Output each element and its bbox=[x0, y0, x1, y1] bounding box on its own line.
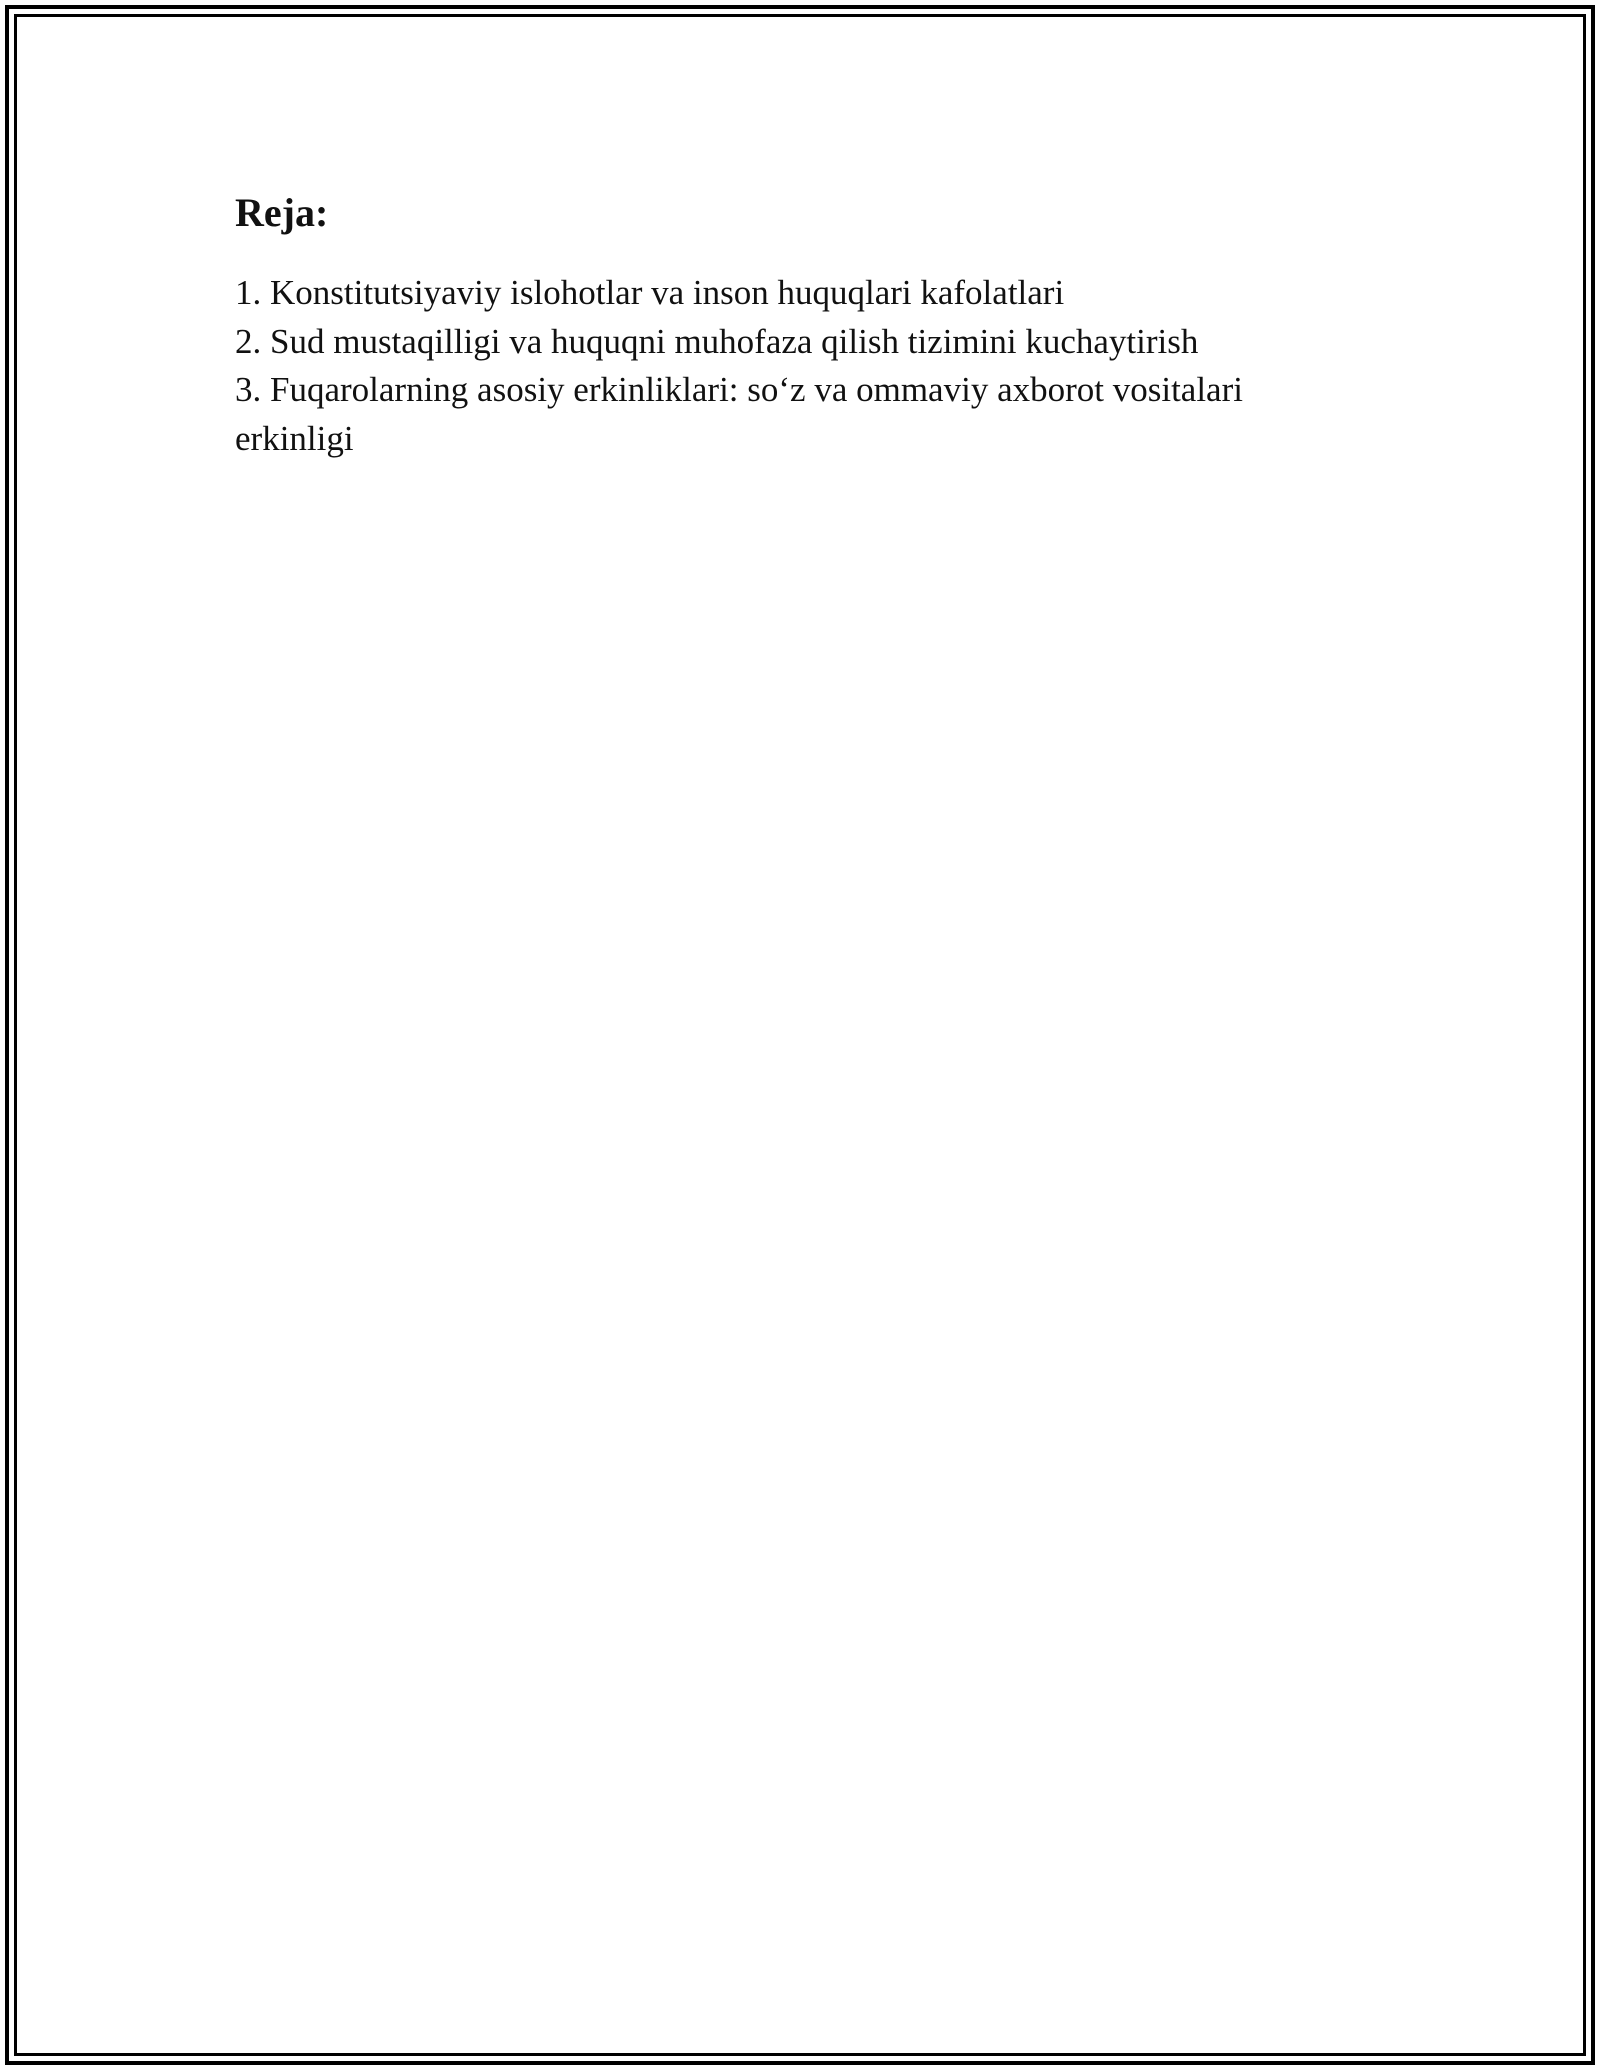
plan-list bbox=[235, 269, 1335, 463]
plan-item-2: 2. Sud mustaqilligi va huquqni muhofaza qilish tizimini kuchaytirish bbox=[235, 321, 1199, 361]
plan-item-1: 1. Konstitutsiyaviy islohotlar va inson huquqlari kafolatlari bbox=[235, 273, 1065, 312]
plan-item-3: 3. Fuqarolarning asosiy erkinliklari: so‘z va ommaviy axborot vositalari erkinligi bbox=[235, 370, 1243, 458]
plan-title: Reja: bbox=[235, 190, 329, 235]
document-content bbox=[235, 185, 1335, 463]
